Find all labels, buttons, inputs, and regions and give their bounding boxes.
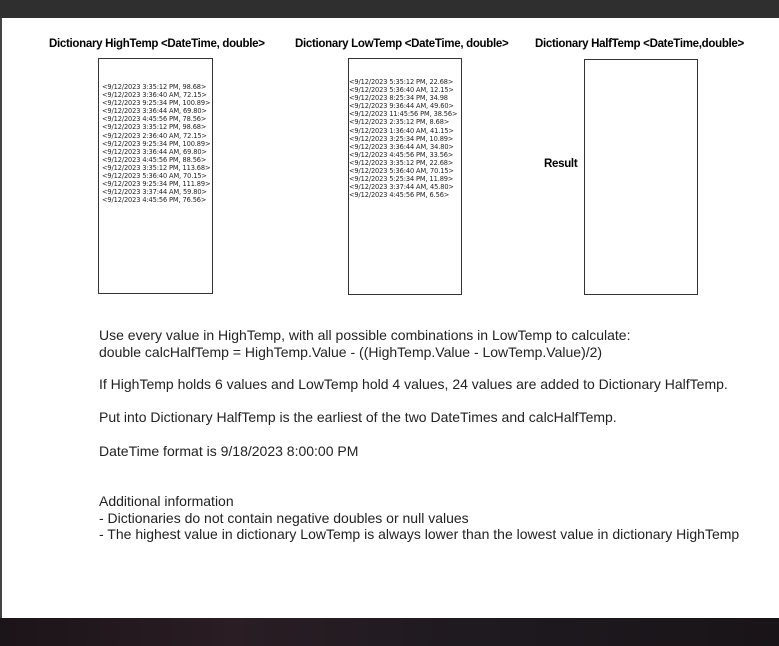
dictionary-entry: <9/12/2023 5:36:40 AM, 12.15> [349, 86, 454, 95]
dictionary-entry: <9/12/2023 3:35:12 PM, 98.68> [102, 83, 207, 91]
dictionary-entry: <9/12/2023 8:25:34 PM, 34.98 [349, 94, 448, 103]
additional-info-title: Additional information [99, 493, 234, 509]
hightemp-title: Dictionary HighTemp <DateTime, double> [49, 38, 265, 50]
lowtemp-entries [349, 78, 457, 199]
dictionary-entry: <9/12/2023 3:36:40 AM, 72.15> [102, 91, 207, 100]
instruction-example: If HighTemp holds 6 values and LowTemp hold 4 values, 24 values are added to Dictionary HalfTemp. [99, 376, 728, 392]
hightemp-entries [102, 83, 210, 204]
dictionary-entry: <9/12/2023 4:45:56 PM, 6.56> [349, 191, 450, 200]
dictionary-entry: <9/12/2023 5:36:40 AM, 70.15> [102, 172, 207, 181]
dictionary-entry: <9/12/2023 9:25:34 PM, 111.89> [102, 180, 211, 189]
dictionary-entry: <9/12/2023 3:35:12 PM, 22.68> [349, 158, 454, 167]
lowtemp-box [348, 58, 462, 295]
dictionary-entry: <9/12/2023 3:36:44 AM, 34.80> [349, 142, 454, 151]
dictionary-entry: <9/12/2023 3:25:34 PM, 10.89> [349, 134, 454, 143]
dictionary-entry: <9/12/2023 9:25:34 PM, 100.89> [102, 139, 211, 148]
datetime-format-line: DateTime format is 9/18/2023 8:00:00 PM [99, 443, 359, 459]
dictionary-entry: <9/12/2023 4:45:56 PM, 33.56> [349, 150, 454, 159]
dictionary-entry: <9/12/2023 4:45:56 PM, 88.56> [102, 155, 207, 164]
lowtemp-title: Dictionary LowTemp <DateTime, double> [295, 38, 509, 50]
hightemp-box [98, 58, 213, 294]
dictionary-entry: <9/12/2023 9:25:34 PM, 100.89> [102, 99, 211, 108]
window-top-bar [0, 0, 779, 18]
additional-info-item-1: - Dictionaries do not contain negative doubles or null values [99, 510, 469, 526]
dictionary-entry: <9/12/2023 5:36:40 AM, 70.15> [349, 167, 454, 176]
taskbar [0, 618, 779, 646]
dictionary-entry: <9/12/2023 3:36:44 AM, 69.80> [102, 107, 207, 116]
dictionary-entry: <9/12/2023 3:35:12 PM, 98.68> [102, 123, 207, 132]
dictionary-entry: <9/12/2023 11:45:56 PM, 38.56> [349, 110, 458, 119]
dictionary-entry: <9/12/2023 2:35:12 PM, 8.68> [349, 118, 450, 127]
halftemp-box [584, 59, 698, 295]
dictionary-entry: <9/12/2023 3:37:44 AM, 59.80> [102, 188, 207, 197]
instruction-put-into: Put into Dictionary HalfTemp is the earliest of the two DateTimes and calcHalfTemp. [99, 409, 617, 425]
dictionary-entry: <9/12/2023 5:25:34 PM, 11.89> [349, 175, 454, 184]
dictionary-entry: <9/12/2023 4:45:56 PM, 76.56> [102, 196, 207, 205]
halftemp-title: Dictionary HalfTemp <DateTime,double> [535, 38, 744, 50]
dictionary-entry: <9/12/2023 2:36:40 AM, 72.15> [102, 131, 207, 140]
dictionary-entry: <9/12/2023 3:35:12 PM, 113.68> [102, 163, 211, 172]
dictionary-entry: <9/12/2023 5:35:12 PM, 22.68> [349, 78, 454, 86]
instruction-formula: double calcHalfTemp = HighTemp.Value - ((HighTemp.Value - LowTemp.Value)/2) [99, 344, 603, 360]
dictionary-entry: <9/12/2023 1:36:40 AM, 41.15> [349, 126, 454, 135]
dictionary-entry: <9/12/2023 9:36:44 AM, 49.60> [349, 102, 454, 111]
document-page [0, 18, 779, 618]
instruction-line-1: Use every value in HighTemp, with all possible combinations in LowTemp to calculate: [99, 327, 631, 343]
dictionary-entry: <9/12/2023 3:36:44 AM, 69.80> [102, 147, 207, 156]
additional-info-item-2: - The highest value in dictionary LowTemp is always lower than the lowest value in dictionary HighTemp [99, 526, 740, 542]
dictionary-entry: <9/12/2023 4:45:56 PM, 78.56> [102, 115, 207, 124]
result-label: Result [544, 158, 578, 170]
dictionary-entry: <9/12/2023 3:37:44 AM, 45.80> [349, 183, 454, 192]
